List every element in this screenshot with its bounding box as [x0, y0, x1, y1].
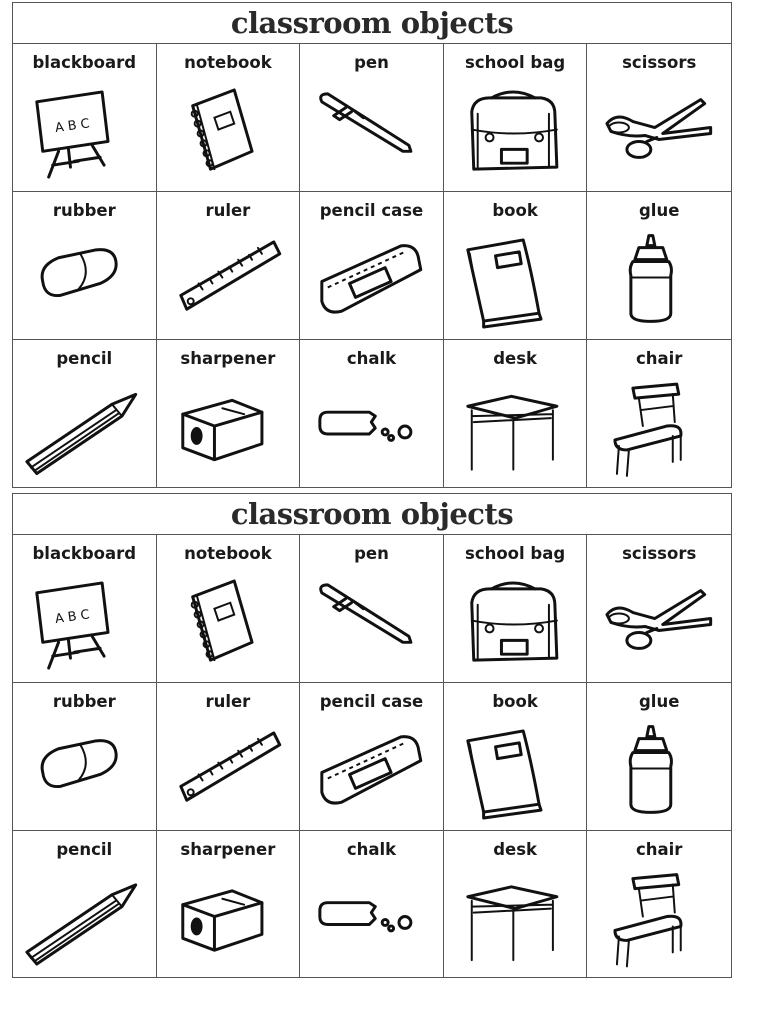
- card-pen: [300, 44, 444, 192]
- sheet-title: classroom objects: [230, 497, 514, 531]
- chair-icon-drawing: [593, 867, 725, 974]
- card-label: ruler: [205, 201, 251, 220]
- blackboard-icon-drawing: [19, 80, 150, 187]
- sharpener-icon: [163, 867, 294, 974]
- desk-icon-drawing: [450, 376, 581, 484]
- card-label: sharpener: [180, 840, 276, 859]
- desk-icon: [450, 376, 581, 484]
- chalk-icon: [306, 376, 437, 484]
- card-label: pen: [354, 53, 389, 72]
- card-pen: [300, 535, 444, 683]
- glue-icon: [593, 228, 725, 335]
- card-label: ruler: [205, 692, 251, 711]
- desk-icon: [450, 867, 581, 974]
- blackboard-icon: [19, 571, 150, 678]
- worksheet-top: [12, 2, 732, 488]
- card-label: school bag: [465, 53, 566, 72]
- card-blackboard: [13, 44, 157, 192]
- desk-icon-drawing: [450, 867, 581, 974]
- sharpener-icon: [163, 376, 294, 484]
- scissors-icon-drawing: [593, 571, 725, 678]
- card-label: chair: [635, 840, 683, 859]
- card-label: blackboard: [32, 544, 137, 563]
- pencil-case-icon: [306, 719, 437, 826]
- chair-icon: [593, 376, 725, 484]
- glue-icon-drawing: [593, 719, 725, 826]
- glue-icon-drawing: [593, 228, 725, 335]
- rubber-icon: [19, 719, 150, 826]
- chalk-icon: [306, 867, 437, 974]
- sharpener-icon-drawing: [163, 376, 294, 484]
- school-bag-icon-drawing: [450, 80, 581, 187]
- card-label: notebook: [184, 53, 272, 72]
- glue-icon: [593, 719, 725, 826]
- school-bag-icon: [450, 571, 581, 678]
- school-bag-icon: [450, 80, 581, 187]
- card-desk: [444, 831, 588, 978]
- card-label: pencil case: [319, 692, 424, 711]
- school-bag-icon-drawing: [450, 571, 581, 678]
- card-glue: [587, 192, 731, 340]
- card-label: glue: [638, 201, 680, 220]
- card-label: pencil case: [319, 201, 424, 220]
- card-book: [444, 683, 588, 831]
- chair-icon-drawing: [593, 376, 725, 484]
- rubber-icon-drawing: [19, 719, 150, 826]
- notebook-icon-drawing: [163, 571, 294, 678]
- sheet-title: classroom objects: [230, 6, 514, 40]
- card-notebook: [157, 44, 301, 192]
- card-label: sharpener: [180, 349, 276, 368]
- ruler-icon-drawing: [163, 719, 294, 826]
- book-icon-drawing: [450, 228, 581, 335]
- scissors-icon-drawing: [593, 80, 725, 187]
- ruler-icon-drawing: [163, 228, 294, 335]
- chalk-icon-drawing: [306, 376, 437, 484]
- vocabulary-grid: [13, 44, 731, 488]
- chalk-icon-drawing: [306, 867, 437, 974]
- card-ruler: [157, 192, 301, 340]
- card-label: scissors: [622, 53, 697, 72]
- card-label: book: [492, 692, 538, 711]
- notebook-icon-drawing: [163, 80, 294, 187]
- card-book: [444, 192, 588, 340]
- card-label: school bag: [465, 544, 566, 563]
- card-label: pencil: [56, 349, 113, 368]
- card-glue: [587, 683, 731, 831]
- pencil-case-icon-drawing: [306, 228, 437, 335]
- card-chair: [587, 831, 731, 978]
- ruler-icon: [163, 719, 294, 826]
- pencil-case-icon-drawing: [306, 719, 437, 826]
- card-chalk: [300, 831, 444, 978]
- pen-icon: [306, 80, 437, 187]
- card-rubber: [13, 683, 157, 831]
- card-label: notebook: [184, 544, 272, 563]
- blackboard-icon: [19, 80, 150, 187]
- card-label: rubber: [52, 692, 116, 711]
- card-label: chair: [635, 349, 683, 368]
- vocabulary-grid: [13, 535, 731, 978]
- pen-icon-drawing: [306, 80, 437, 187]
- sharpener-icon-drawing: [163, 867, 294, 974]
- card-label: scissors: [622, 544, 697, 563]
- notebook-icon: [163, 571, 294, 678]
- pencil-icon-drawing: [19, 867, 150, 974]
- rubber-icon: [19, 228, 150, 335]
- card-label: glue: [638, 692, 680, 711]
- card-label: chalk: [346, 349, 397, 368]
- card-label: book: [492, 201, 538, 220]
- sheet-title-bar: [13, 494, 731, 535]
- blackboard-letters: A B C: [54, 116, 91, 137]
- card-label: pencil: [56, 840, 113, 859]
- card-label: pen: [354, 544, 389, 563]
- card-chair: [587, 340, 731, 488]
- sheet-title-bar: [13, 3, 731, 44]
- card-rubber: [13, 192, 157, 340]
- card-ruler: [157, 683, 301, 831]
- pencil-case-icon: [306, 228, 437, 335]
- card-pencil-case: [300, 683, 444, 831]
- scissors-icon: [593, 571, 725, 678]
- card-label: rubber: [52, 201, 116, 220]
- scissors-icon: [593, 80, 725, 187]
- pencil-icon-drawing: [19, 376, 150, 484]
- card-scissors: [587, 44, 731, 192]
- notebook-icon: [163, 80, 294, 187]
- book-icon-drawing: [450, 719, 581, 826]
- card-sharpener: [157, 831, 301, 978]
- card-blackboard: [13, 535, 157, 683]
- card-notebook: [157, 535, 301, 683]
- pencil-icon: [19, 376, 150, 484]
- card-desk: [444, 340, 588, 488]
- card-school-bag: [444, 44, 588, 192]
- card-label: desk: [493, 349, 537, 368]
- card-scissors: [587, 535, 731, 683]
- card-label: chalk: [346, 840, 397, 859]
- blackboard-icon-drawing: [19, 571, 150, 678]
- card-pencil: [13, 340, 157, 488]
- blackboard-letters: A B C: [54, 607, 91, 628]
- rubber-icon-drawing: [19, 228, 150, 335]
- card-label: desk: [493, 840, 537, 859]
- ruler-icon: [163, 228, 294, 335]
- card-pencil-case: [300, 192, 444, 340]
- chair-icon: [593, 867, 725, 974]
- worksheet-bottom: [12, 493, 732, 978]
- pen-icon: [306, 571, 437, 678]
- book-icon: [450, 719, 581, 826]
- card-label: blackboard: [32, 53, 137, 72]
- pencil-icon: [19, 867, 150, 974]
- pen-icon-drawing: [306, 571, 437, 678]
- card-chalk: [300, 340, 444, 488]
- card-pencil: [13, 831, 157, 978]
- book-icon: [450, 228, 581, 335]
- card-school-bag: [444, 535, 588, 683]
- card-sharpener: [157, 340, 301, 488]
